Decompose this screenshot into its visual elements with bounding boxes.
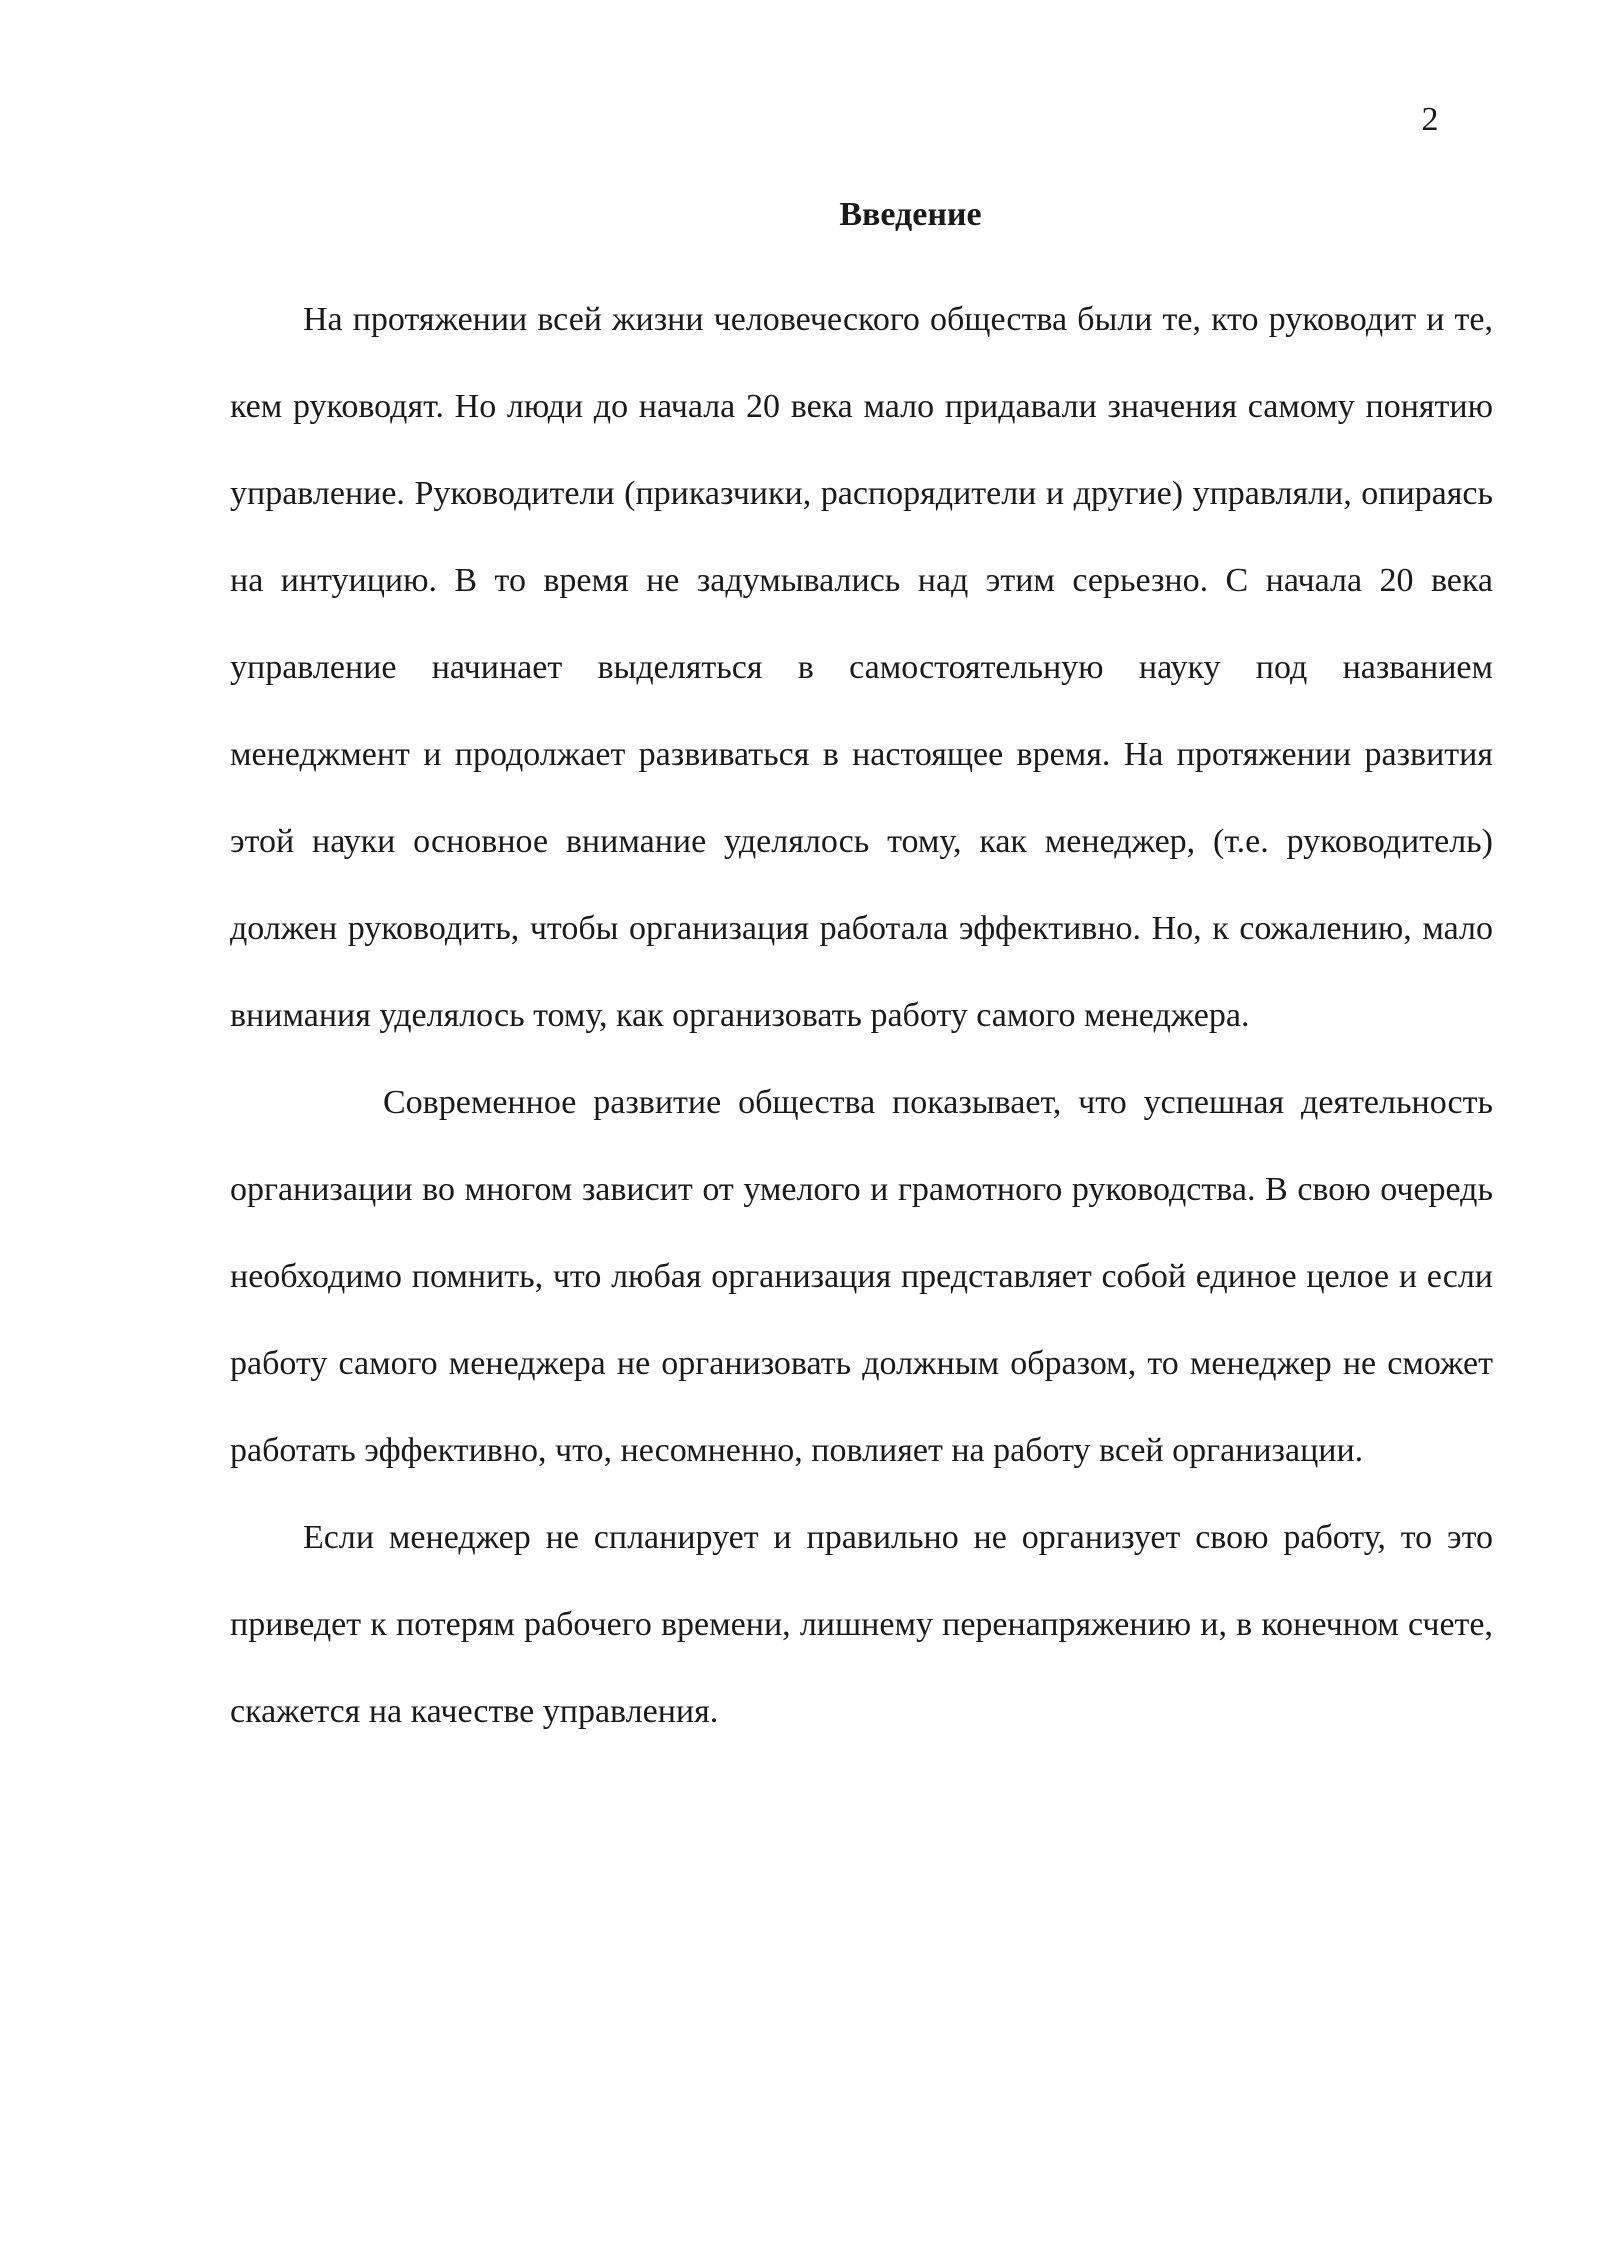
section-heading: Введение (839, 196, 982, 233)
paragraph-2: Современное развитие общества показывает, что успешная деятельность организации во многом зависит от умелого и грамотного руководства. В свою очередь необходимо помнить, что любая организация представляет собой единое целое и если работу самого менеджера не организовать должным образом, то менеджер не сможет работать эффективно, что, несомненно, повлияет на работу всей организации. (230, 1084, 1493, 1469)
page-number: 2 (1421, 101, 1439, 138)
paragraph-3: Если менеджер не спланирует и правильно не организует свою работу, то это приведет к потерям рабочего времени, лишнему перенапряжению и, в конечном счете, скажется на качестве управления. (230, 1519, 1493, 1730)
paragraph-1: На протяжении всей жизни человеческого общества были те, кто руководит и те, кем руководят. Но люди до начала 20 века мало придавали значения самому понятию управление. Руководители (приказчики, распорядители и другие) управляли, опираясь на интуицию. В то время не задумывались над этим серьезно. С начала 20 века управление начинает выделяться в самостоятельную науку под названием менеджмент и продолжает развиваться в настоящее время. На протяжении развития этой науки основное внимание уделялось тому, как менеджер, (т.е. руководитель) должен руководить, чтобы организация работала эффективно. Но, к сожалению, мало внимания уделялось тому, как организовать работу самого менеджера. (230, 301, 1493, 1034)
document-body (230, 190, 1493, 1755)
